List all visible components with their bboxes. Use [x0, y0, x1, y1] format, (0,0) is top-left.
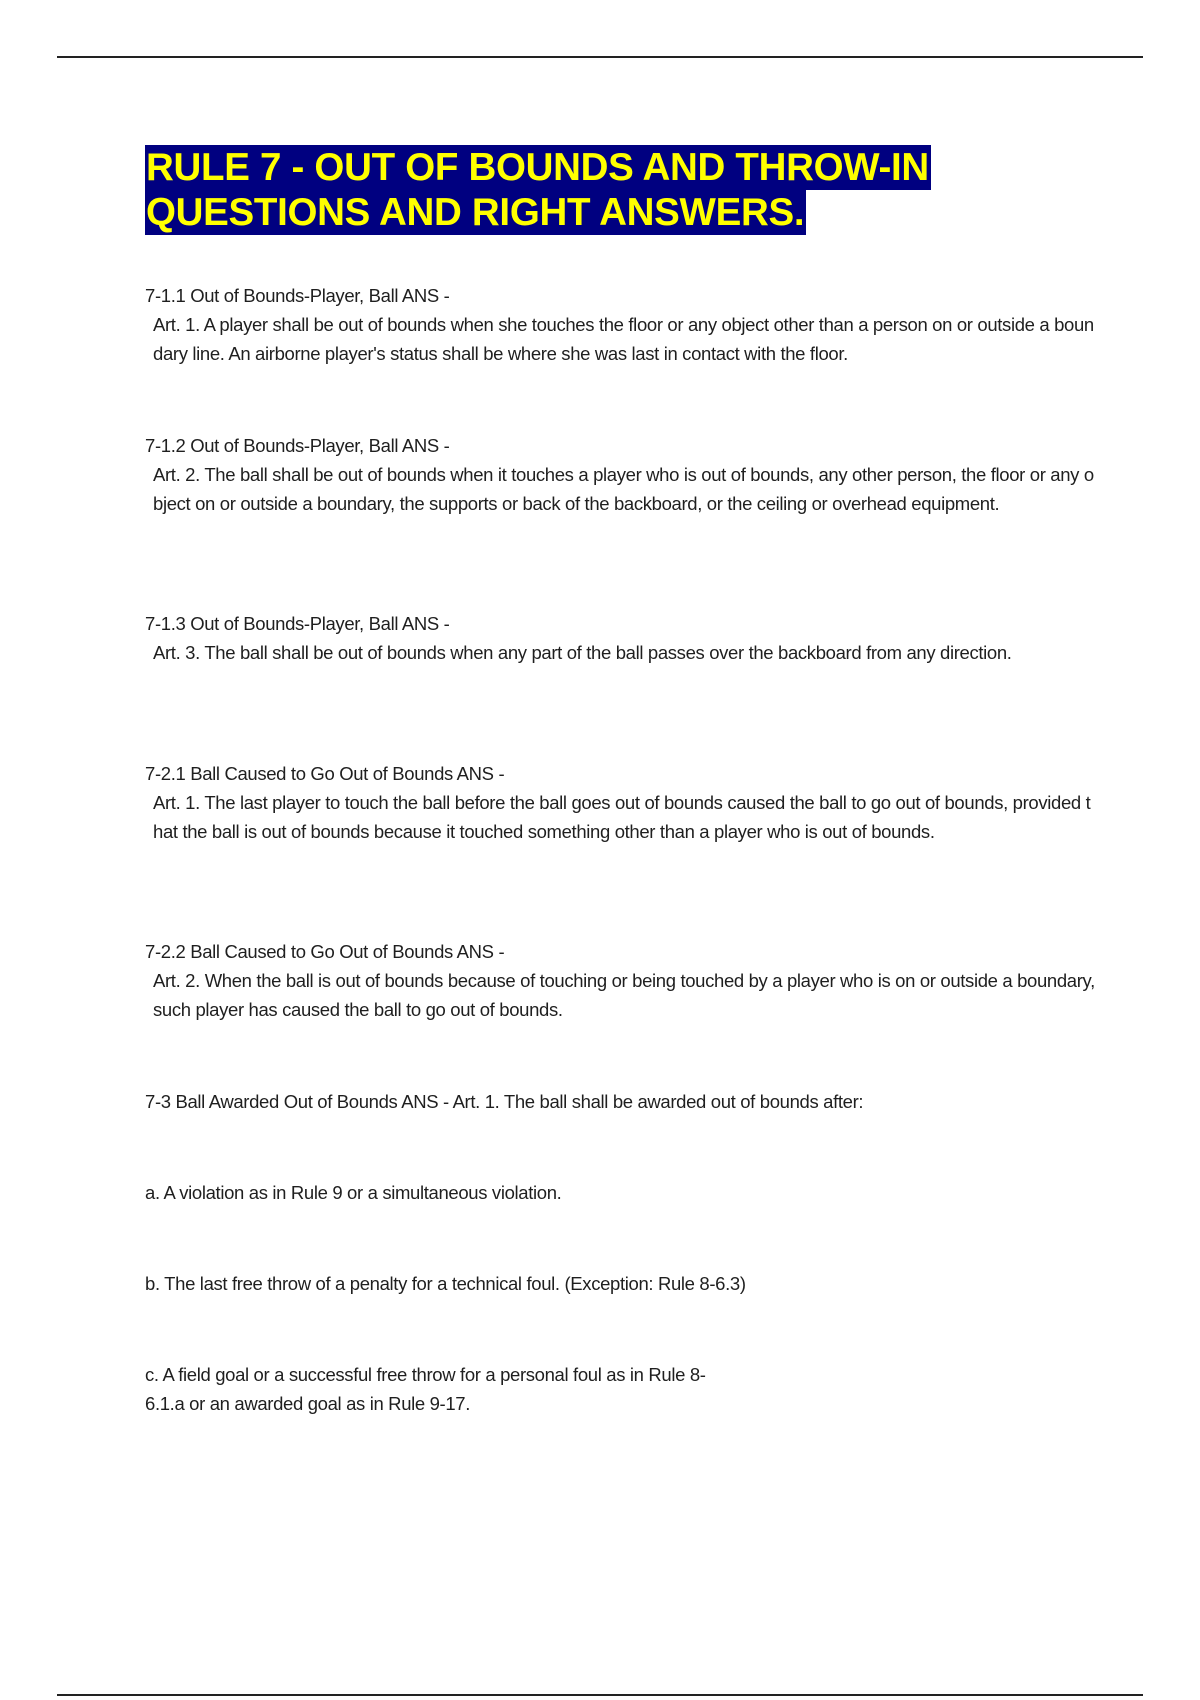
list-item-b	[145, 1269, 1095, 1298]
entry-answer: Art. 1. A player shall be out of bounds when she touches the floor or any object other than a person on or outside a boundary line. An airborne player's status shall be where she was last in contact with the floor.	[153, 314, 1094, 364]
qa-entry-7-1-2	[145, 431, 1095, 518]
qa-entry-7-1-1	[145, 281, 1095, 368]
entry-answer: Art. 3. The ball shall be out of bounds when any part of the ball passes over the backboard from any direction.	[153, 642, 1012, 663]
qa-entry-7-1-3	[145, 609, 1095, 667]
entry-answer: Art. 2. When the ball is out of bounds because of touching or being touched by a player who is on or outside a boundary, such player has caused the ball to go out of bounds.	[153, 970, 1095, 1020]
title-line-2: QUESTIONS AND RIGHT ANSWERS.	[146, 191, 805, 234]
entry-line: 6.1.a or an awarded goal as in Rule 9-17.	[145, 1393, 471, 1414]
entry-text: b. The last free throw of a penalty for a technical foul. (Exception: Rule 8-6.3)	[145, 1273, 746, 1294]
qa-entry-7-2-2	[145, 937, 1095, 1024]
entry-heading: 7-1.1 Out of Bounds-Player, Ball ANS -	[145, 285, 450, 306]
entry-heading: 7-2.2 Ball Caused to Go Out of Bounds ANS -	[145, 941, 505, 962]
footer-rule	[57, 1694, 1143, 1696]
list-item-c	[145, 1360, 1095, 1418]
document-title	[145, 145, 931, 235]
entry-text: a. A violation as in Rule 9 or a simultaneous violation.	[145, 1182, 562, 1203]
entry-answer: Art. 1. The last player to touch the ball before the ball goes out of bounds caused the ball to go out of bounds, provided that the ball is out of bounds because it touched something other than a player who is out of bounds.	[153, 792, 1091, 842]
qa-entry-7-3	[145, 1087, 1095, 1116]
title-line-1: RULE 7 - OUT OF BOUNDS AND THROW-IN	[146, 146, 929, 189]
qa-entry-7-2-1	[145, 759, 1095, 846]
entry-heading: 7-1.3 Out of Bounds-Player, Ball ANS -	[145, 613, 450, 634]
list-item-a	[145, 1178, 1095, 1207]
entry-text: 7-3 Ball Awarded Out of Bounds ANS - Art. 1. The ball shall be awarded out of bounds after:	[145, 1091, 864, 1112]
entry-heading: 7-2.1 Ball Caused to Go Out of Bounds ANS -	[145, 763, 505, 784]
header-rule	[57, 56, 1143, 58]
entry-heading: 7-1.2 Out of Bounds-Player, Ball ANS -	[145, 435, 450, 456]
entry-answer: Art. 2. The ball shall be out of bounds when it touches a player who is out of bounds, any other person, the floor or any object on or outside a boundary, the supports or back of the backboard, or the ceiling or overhead equipment.	[153, 464, 1094, 514]
entry-line: c. A field goal or a successful free throw for a personal foul as in Rule 8-	[145, 1364, 706, 1385]
